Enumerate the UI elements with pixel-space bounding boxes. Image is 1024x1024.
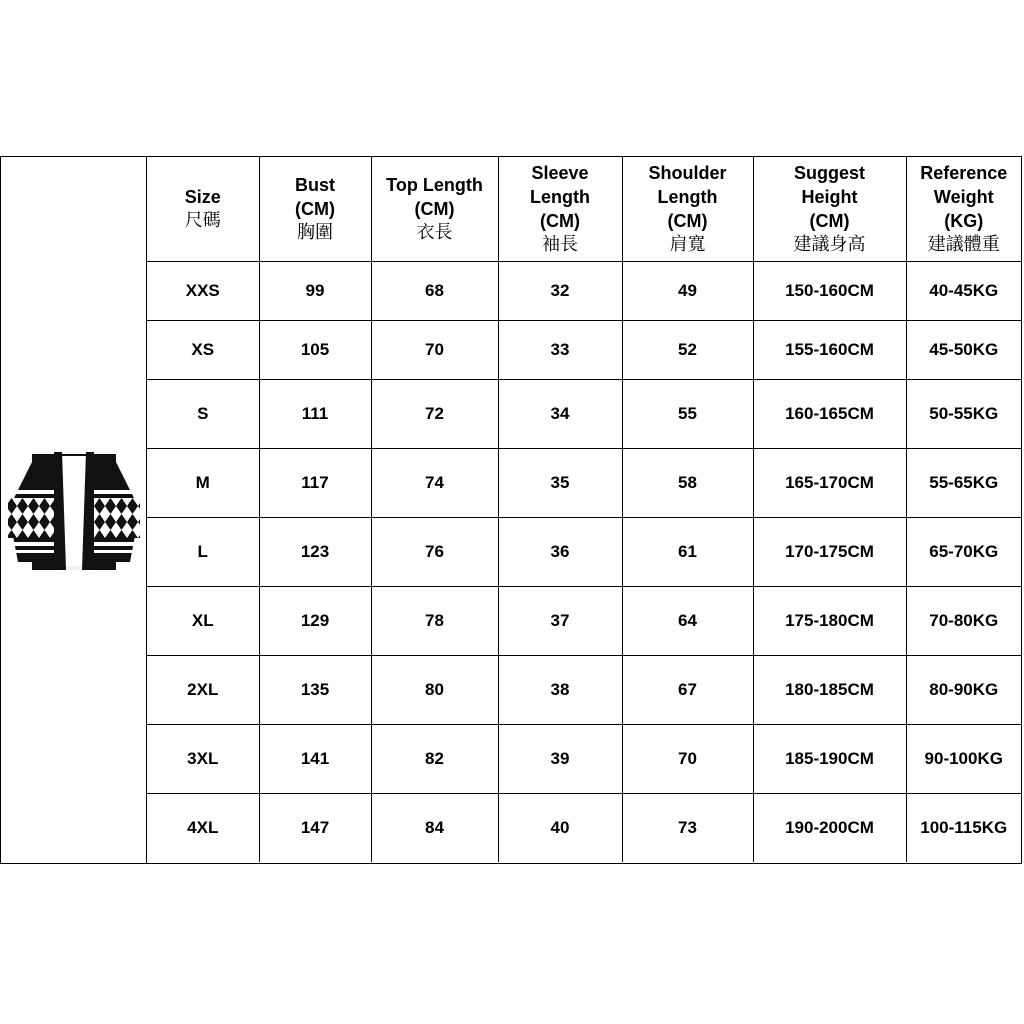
- cell-shoulder-length: 55: [622, 379, 753, 448]
- cell-top-length: 68: [371, 261, 498, 320]
- header-row: [147, 157, 1021, 261]
- cell-suggest-height: 160-165CM: [753, 379, 906, 448]
- cell-size: 3XL: [147, 724, 259, 793]
- column-header-chinese-label: 建議身高: [793, 233, 866, 255]
- column-header-label: Length: [530, 186, 590, 207]
- column-header-bust: [259, 157, 371, 261]
- cell-bust: 99: [259, 261, 371, 320]
- table-row: [147, 586, 1021, 655]
- cell-shoulder-length: 49: [622, 261, 753, 320]
- column-header-label: (CM): [540, 210, 580, 231]
- cell-size: L: [147, 517, 259, 586]
- cell-suggest-height: 165-170CM: [753, 448, 906, 517]
- column-header-shoulder-length: [622, 157, 753, 261]
- column-header-label: Weight: [933, 186, 994, 207]
- table-row: [147, 448, 1021, 517]
- column-header-chinese-label: 建議體重: [927, 233, 1000, 255]
- cell-reference-weight: 50-55KG: [906, 379, 1021, 448]
- cell-size: M: [147, 448, 259, 517]
- table-row: [147, 261, 1021, 320]
- cell-size: XS: [147, 320, 259, 379]
- cell-shoulder-length: 70: [622, 724, 753, 793]
- cell-reference-weight: 100-115KG: [906, 793, 1021, 862]
- column-header-suggest-height: [753, 157, 906, 261]
- cell-sleeve-length: 34: [498, 379, 622, 448]
- cell-shoulder-length: 73: [622, 793, 753, 862]
- cell-top-length: 74: [371, 448, 498, 517]
- cell-sleeve-length: 38: [498, 655, 622, 724]
- cell-suggest-height: 155-160CM: [753, 320, 906, 379]
- cell-reference-weight: 65-70KG: [906, 517, 1021, 586]
- cell-bust: 135: [259, 655, 371, 724]
- column-header-label: Shoulder: [648, 162, 727, 183]
- column-header-label: (CM): [414, 198, 455, 219]
- cell-reference-weight: 70-80KG: [906, 586, 1021, 655]
- column-header-sleeve-length: [498, 157, 622, 261]
- cell-size: S: [147, 379, 259, 448]
- cell-bust: 129: [259, 586, 371, 655]
- table-body: [147, 261, 1021, 862]
- cell-suggest-height: 190-200CM: [753, 793, 906, 862]
- table-row: [147, 655, 1021, 724]
- column-header-reference-weight: [906, 157, 1021, 261]
- size-table: [147, 157, 1021, 862]
- cell-top-length: 76: [371, 517, 498, 586]
- kimono-cardigan-icon: [6, 450, 142, 570]
- cell-suggest-height: 185-190CM: [753, 724, 906, 793]
- cell-bust: 141: [259, 724, 371, 793]
- column-header-label: Size: [184, 186, 221, 207]
- column-header-label: (KG): [944, 210, 984, 231]
- cell-shoulder-length: 58: [622, 448, 753, 517]
- cell-shoulder-length: 67: [622, 655, 753, 724]
- cell-bust: 117: [259, 448, 371, 517]
- cell-top-length: 78: [371, 586, 498, 655]
- column-header-label: Length: [657, 186, 718, 207]
- cell-size: 2XL: [147, 655, 259, 724]
- cell-reference-weight: 40-45KG: [906, 261, 1021, 320]
- cell-sleeve-length: 32: [498, 261, 622, 320]
- product-image-cell: [1, 157, 147, 863]
- column-header-size: [147, 157, 259, 261]
- cell-sleeve-length: 33: [498, 320, 622, 379]
- cell-bust: 123: [259, 517, 371, 586]
- column-header-chinese-label: 尺碼: [184, 209, 221, 231]
- cell-reference-weight: 45-50KG: [906, 320, 1021, 379]
- cell-sleeve-length: 40: [498, 793, 622, 862]
- cell-sleeve-length: 37: [498, 586, 622, 655]
- column-header-label: (CM): [667, 210, 708, 231]
- cell-size: 4XL: [147, 793, 259, 862]
- cell-top-length: 72: [371, 379, 498, 448]
- cell-suggest-height: 170-175CM: [753, 517, 906, 586]
- column-header-label: Reference: [920, 162, 1008, 183]
- cell-size: XXS: [147, 261, 259, 320]
- cell-suggest-height: 150-160CM: [753, 261, 906, 320]
- column-header-chinese-label: 衣長: [416, 221, 453, 243]
- column-header-top-length: [371, 157, 498, 261]
- size-chart: [0, 156, 1022, 864]
- column-header-label: (CM): [809, 210, 850, 231]
- column-header-label: Top Length: [386, 174, 483, 195]
- cell-bust: 111: [259, 379, 371, 448]
- cell-shoulder-length: 64: [622, 586, 753, 655]
- cell-sleeve-length: 36: [498, 517, 622, 586]
- column-header-chinese-label: 袖長: [542, 233, 578, 255]
- cell-bust: 147: [259, 793, 371, 862]
- cell-size: XL: [147, 586, 259, 655]
- table-row: [147, 793, 1021, 862]
- table-row: [147, 379, 1021, 448]
- column-header-chinese-label: 肩寬: [669, 233, 706, 255]
- cell-suggest-height: 180-185CM: [753, 655, 906, 724]
- cell-top-length: 84: [371, 793, 498, 862]
- column-header-chinese-label: 胸圍: [297, 221, 333, 243]
- column-header-label: Bust: [295, 174, 335, 195]
- cell-reference-weight: 55-65KG: [906, 448, 1021, 517]
- cell-reference-weight: 90-100KG: [906, 724, 1021, 793]
- cell-shoulder-length: 52: [622, 320, 753, 379]
- cell-top-length: 70: [371, 320, 498, 379]
- column-header-label: Suggest: [793, 162, 865, 183]
- table-row: [147, 320, 1021, 379]
- table-row: [147, 517, 1021, 586]
- cell-sleeve-length: 35: [498, 448, 622, 517]
- cell-sleeve-length: 39: [498, 724, 622, 793]
- column-header-label: (CM): [295, 198, 335, 219]
- column-header-label: Sleeve: [531, 162, 589, 183]
- cell-top-length: 82: [371, 724, 498, 793]
- table-row: [147, 724, 1021, 793]
- cell-reference-weight: 80-90KG: [906, 655, 1021, 724]
- cell-bust: 105: [259, 320, 371, 379]
- column-header-label: Height: [801, 186, 858, 207]
- cell-top-length: 80: [371, 655, 498, 724]
- cell-suggest-height: 175-180CM: [753, 586, 906, 655]
- cell-shoulder-length: 61: [622, 517, 753, 586]
